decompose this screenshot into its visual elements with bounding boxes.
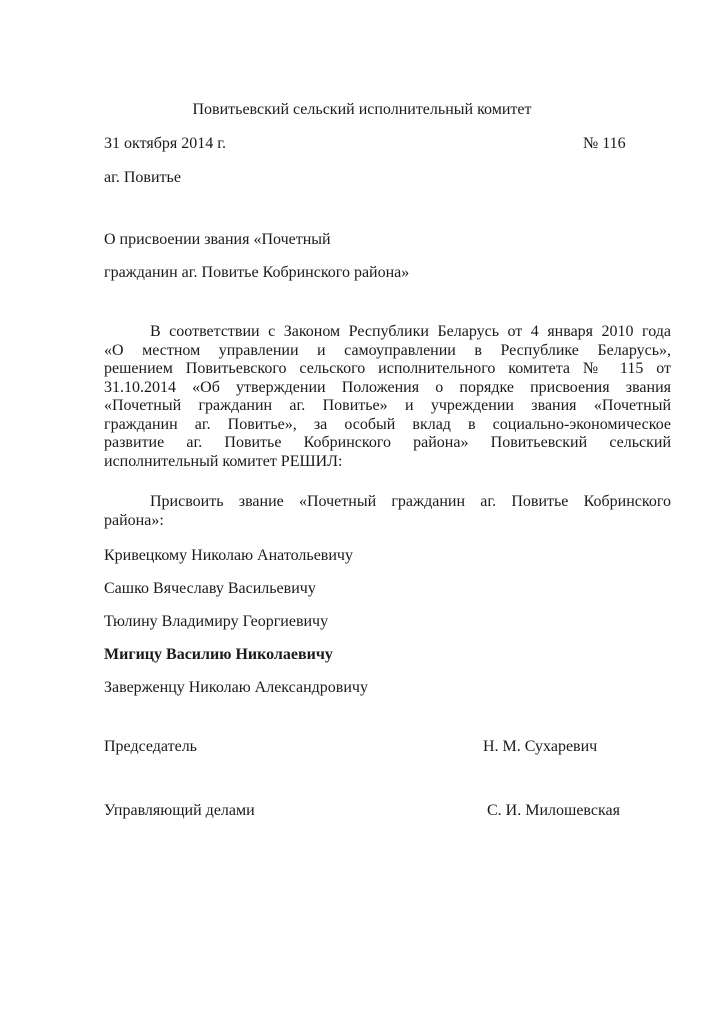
- decision-line: района»:: [104, 511, 164, 529]
- manager-title: Управляющий делами: [104, 802, 255, 819]
- honoree-name: Сашко Вячеславу Васильевичу: [104, 580, 316, 597]
- honoree-name: Мигицу Василию Николаевичу: [104, 646, 333, 663]
- preamble-line: исполнительный комитет РЕШИЛ:: [104, 452, 343, 470]
- chair-name: Н. М. Сухаревич: [483, 738, 598, 755]
- document-number: № 116: [583, 135, 626, 152]
- issuer-heading: Повитьевский сельский исполнительный комитет: [192, 101, 532, 118]
- preamble-line: «О местном управлении и самоуправлении в Республике Беларусь»,: [104, 341, 671, 359]
- preamble-line: 31.10.2014 «Об утверждении Положения о порядке присвоения звания: [104, 378, 671, 396]
- honoree-name: Кривецкому Николаю Анатольевичу: [104, 547, 353, 564]
- document-place: аг. Повитье: [104, 169, 181, 186]
- chair-title: Председатель: [104, 738, 197, 755]
- preamble-line: «Почетный гражданин аг. Повитье» и учреждении звания «Почетный: [104, 397, 671, 414]
- honoree-name: Заверженцу Николаю Александровичу: [104, 679, 368, 696]
- preamble-line: В соответствии с Законом Республики Беларусь от 4 января 2010 года: [150, 323, 671, 340]
- honoree-name: Тюлину Владимиру Георгиевичу: [104, 613, 329, 630]
- preamble-line: решением Повитьевского сельского исполнительного комитета № 115 от: [104, 360, 671, 377]
- subject-line: О присвоении звания «Почетный: [104, 231, 331, 248]
- manager-name: С. И. Милошевская: [487, 802, 620, 819]
- document-date: 31 октября 2014 г.: [104, 135, 226, 152]
- subject-line: гражданин аг. Повитье Кобринского района»: [104, 264, 410, 281]
- preamble-line: развитие аг. Повитье Кобринского района» Повитьевский сельский: [104, 434, 671, 451]
- decision-paragraph: [104, 493, 671, 530]
- decision-line: Присвоить звание «Почетный гражданин аг. Повитье Кобринского: [150, 493, 671, 510]
- preamble-paragraph: [104, 323, 671, 471]
- preamble-line: гражданин аг. Повитье», за особый вклад в социально-экономическое: [104, 415, 671, 433]
